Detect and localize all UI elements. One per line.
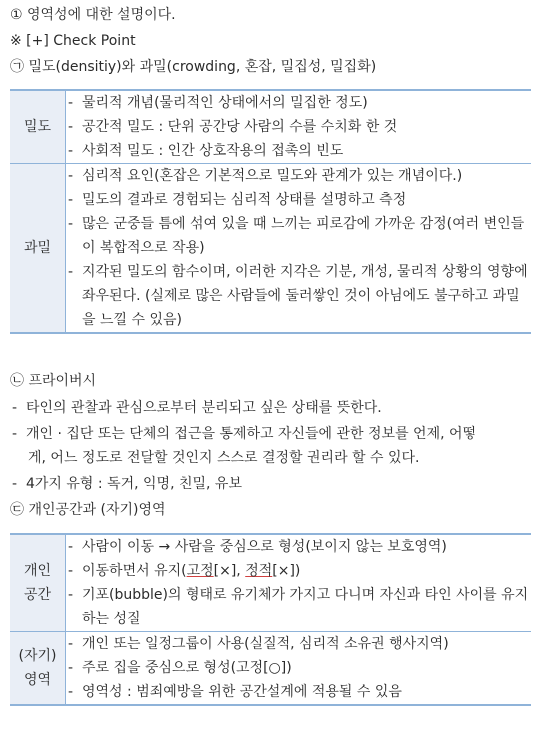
list-item: - 물리적 개념(물리적인 상태에서의 밀집한 정도) <box>68 95 368 111</box>
desc-density <box>66 90 532 164</box>
intro-line-3: ㉠ 밀도(densitiy)와 과밀(crowding, 혼잡, 밀집성, 밀집화) <box>10 59 377 75</box>
table-row-density <box>10 90 531 164</box>
intro-line-1: ① 영역성에 대한 설명이다. <box>10 7 176 23</box>
table-row-crowding <box>10 164 531 334</box>
underlined-term-static: 정적 <box>245 563 273 579</box>
privacy-bullet-3: - 4가지 유형 : 독거, 익명, 친밀, 유보 <box>12 476 242 492</box>
list-item: - 주로 집을 중심으로 형성(고정[○]) <box>68 660 292 676</box>
underlined-term-fixed: 고정 <box>186 563 214 579</box>
term-territory: (자기) 영역 <box>10 632 66 706</box>
table-row-territory <box>10 632 531 706</box>
desc-crowding <box>66 164 532 334</box>
privacy-bullet-1: - 타인의 관찰과 관심으로부터 분리되고 싶은 상태를 뜻한다. <box>12 400 382 416</box>
list-item: - 사회적 밀도 : 인간 상호작용의 접촉의 빈도 <box>68 143 344 159</box>
table-row-personal-space <box>10 534 531 632</box>
list-item: - 기포(bubble)의 형태로 유기체가 가지고 다니며 자신과 타인 사이를 유지하는 성질 <box>68 587 529 627</box>
term-personal-space: 개인 공간 <box>10 534 66 632</box>
term-density: 밀도 <box>10 90 66 164</box>
desc-territory <box>66 632 532 706</box>
privacy-heading: ㉡ 프라이버시 <box>10 373 97 389</box>
density-crowding-table <box>10 89 531 334</box>
list-item: - 심리적 요인(혼잡은 기본적으로 밀도와 관계가 있는 개념이다.) <box>68 168 463 184</box>
list-item: - 개인 또는 일정그룹이 사용(실질적, 심리적 소유권 행사지역) <box>68 636 449 652</box>
list-item: - 사람이 이동 → 사람을 중심으로 형성(보이지 않는 보호영역) <box>68 539 447 555</box>
desc-personal-space <box>66 534 532 632</box>
list-item: - 영역성 : 범죄예방을 위한 공간설계에 적용될 수 있음 <box>68 684 402 700</box>
list-item: - 밀도의 결과로 경험되는 심리적 상태를 설명하고 측정 <box>68 192 407 208</box>
list-item: - 많은 군중들 틈에 섞여 있을 때 느끼는 피로감에 가까운 감정(여러 변인들이 복합적으로 작용) <box>68 216 525 256</box>
space-territory-table <box>10 533 531 706</box>
privacy-bullet-2: - 개인 · 집단 또는 단체의 접근을 통제하고 자신들에 관한 정보를 언제, 어떻 <box>12 426 477 442</box>
list-item: - 이동하면서 유지(고정[×], 정적[×]) <box>68 563 301 579</box>
list-item: - 공간적 밀도 : 단위 공간당 사람의 수를 수치화 한 것 <box>68 119 398 135</box>
term-crowding: 과밀 <box>10 164 66 334</box>
section-3-heading: ㉢ 개인공간과 (자기)영역 <box>10 502 166 518</box>
intro-line-2: ※ [+] Check Point <box>10 33 136 49</box>
privacy-bullet-2-cont: 게, 어느 정도로 전달할 것인지 스스로 결정할 권리라 할 수 있다. <box>28 450 420 466</box>
list-item: - 지각된 밀도의 함수이며, 이러한 지각은 기분, 개성, 물리적 상황의 영향에 좌우된다. (실제로 많은 사람들에 둘러쌓인 것이 아님에도 불구하고 과밀을 느낄 수 있음) <box>68 264 528 328</box>
